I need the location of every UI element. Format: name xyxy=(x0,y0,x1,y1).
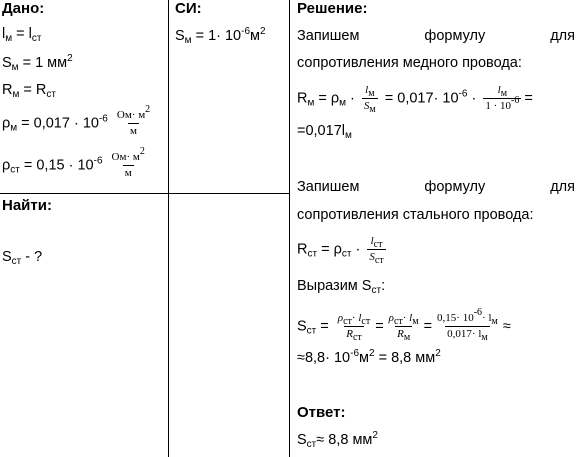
copper-resistance-formula: $R_м = \rho_м$ · $\frac{l_м}{S_м}$ = $0,017\cdot 10^{-6}$ · $\frac{l_м}{1 \cdot 10^{-6}}$ = xyxy=(297,84,533,115)
row-divider-given xyxy=(0,193,290,194)
given-resistivity-copper: $\rho_м = 0,017 \cdot 10^{-6}$ $\frac{Ом\cdot м^2}{м}$ xyxy=(2,104,151,137)
column-divider-1 xyxy=(168,0,169,457)
unit-fraction: $\frac{Ом\cdot м^2}{м}$ xyxy=(116,104,151,137)
steel-resistance-formula: $R_{ст} = \rho_{ст}$ · $\frac{l_{ст}}{S_{ст}}$ xyxy=(297,235,384,266)
given-length-equality: $l_м = l_{ст}$ xyxy=(2,26,42,44)
column-divider-2 xyxy=(289,0,290,457)
answer-value: $S_{ст}\approx 8,8$ $мм^2$ xyxy=(297,430,378,450)
solution-title: Решение: xyxy=(297,0,368,17)
given-title: Дано: xyxy=(2,0,45,17)
find-title: Найти: xyxy=(2,197,52,214)
solution-line-1: Запишем формулу для xyxy=(297,28,575,44)
solution-line-2: сопротивления медного провода: xyxy=(297,55,522,71)
steel-area-formula: $S_{ст}$ = $\frac{\rho_{ст}\cdot l_{ст}}{R_{ст}}$ = $\frac{\rho_{ст}\cdot l_м}{R_м}$ = $\frac{0,15\cdot 10^{-6}\cdot l_м}{0,017\cdot l_м}$ ≈ xyxy=(297,307,511,343)
unit-fraction: $\frac{Ом\cdot м^2}{м}$ xyxy=(111,146,145,179)
given-resistance-equality: $R_м = R_{ст}$ xyxy=(2,82,56,100)
solution-line-4: сопротивления стального провода: xyxy=(297,207,534,223)
answer-title: Ответ: xyxy=(297,404,346,421)
given-resistivity-steel: $\rho_{ст} = 0,15 \cdot 10^{-6}$ $\frac{Ом\cdot м^2}{м}$ xyxy=(2,146,145,179)
express-steel-area: Выразим $S_{ст}$: xyxy=(297,278,386,296)
solution-line-3: Запишем формулу для xyxy=(297,179,575,195)
si-area-copper: $S_м = 1\cdot 10^{-6}м^2$ xyxy=(175,26,266,46)
find-steel-area: $S_{ст}$ - ? xyxy=(2,249,43,267)
copper-resistance-result: $=0,017l_м$ xyxy=(297,123,352,141)
si-title: СИ: xyxy=(175,0,202,17)
given-area-copper: $S_м = 1$ $мм^2$ xyxy=(2,53,73,73)
steel-area-result: $\approx 8,8\cdot 10^{-6}м^2 = 8,8$ $мм^2$ xyxy=(297,348,441,366)
